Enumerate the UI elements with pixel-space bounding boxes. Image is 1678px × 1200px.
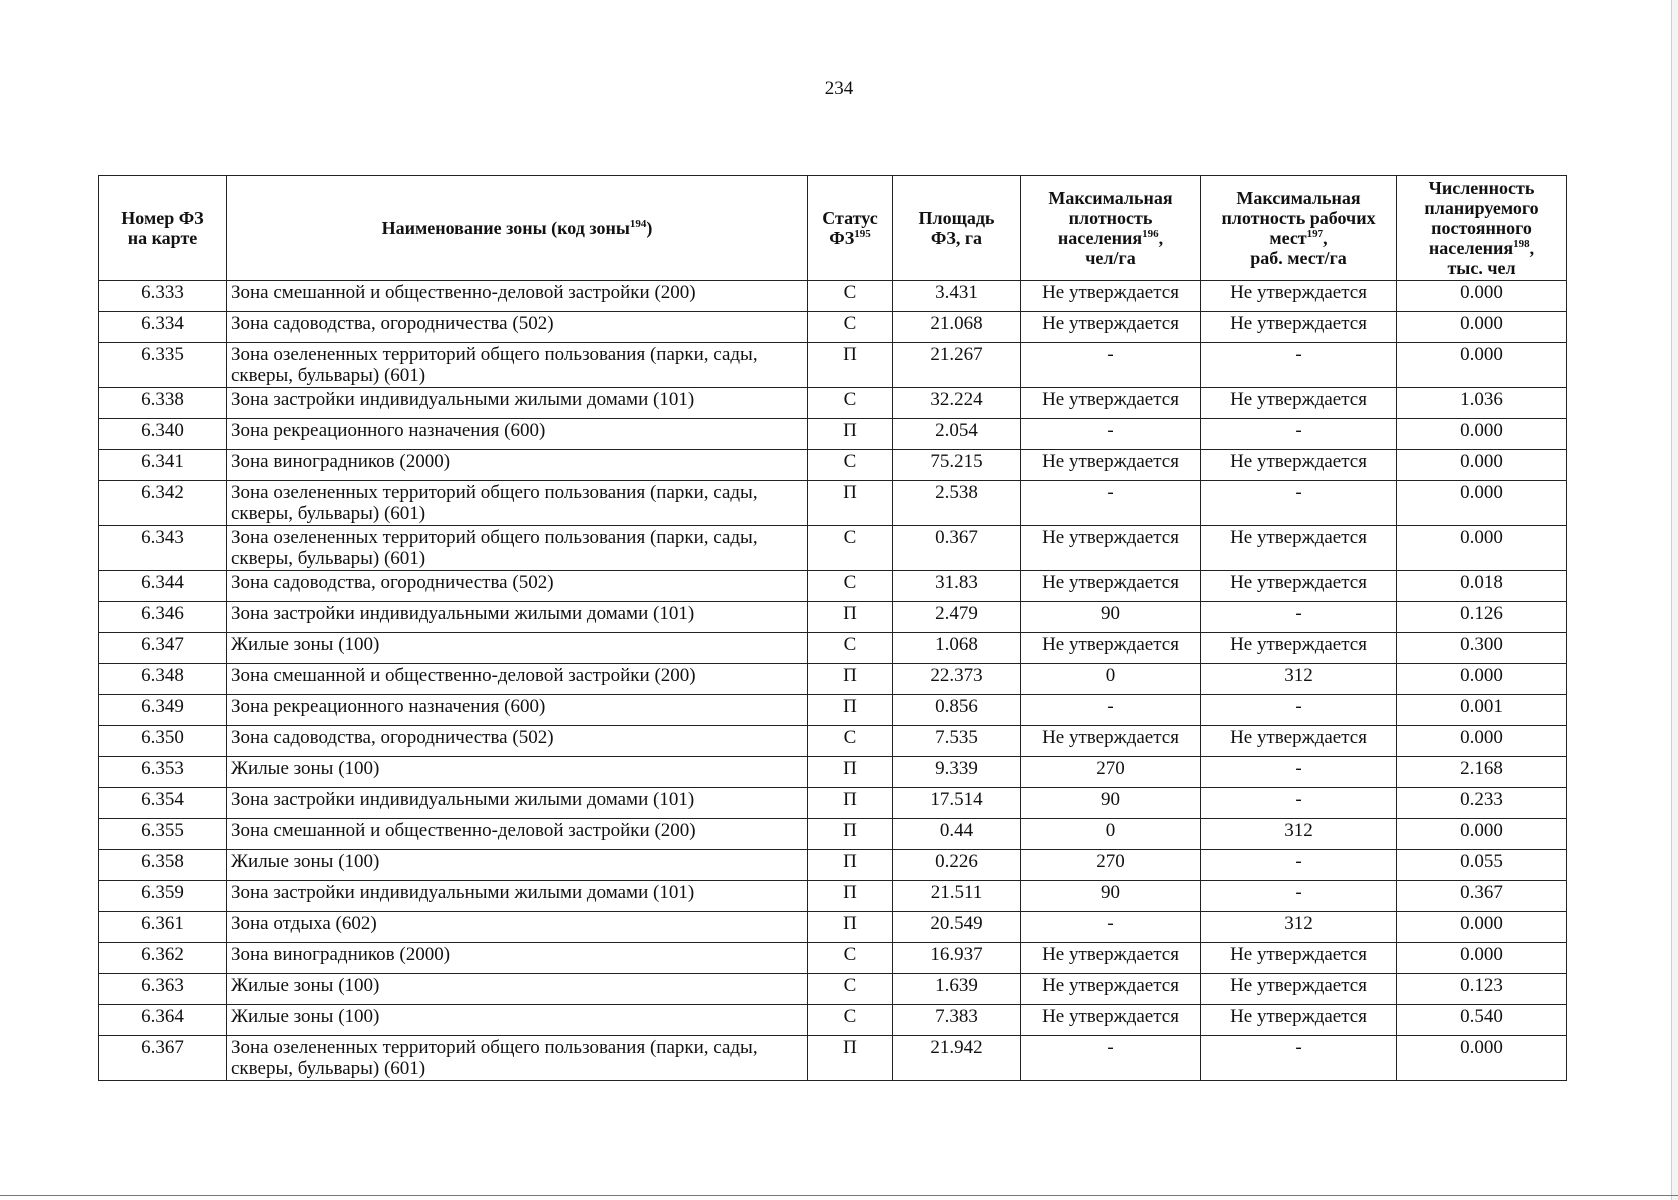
- table-row: [99, 850, 1567, 881]
- cell-status: П: [808, 695, 893, 726]
- cell-status: П: [808, 481, 893, 526]
- cell-status: С: [808, 312, 893, 343]
- cell-num: 6.347: [99, 633, 227, 664]
- cell-area: 21.942: [893, 1036, 1021, 1081]
- cell-status: С: [808, 943, 893, 974]
- cell-area: 31.83: [893, 571, 1021, 602]
- table-row: [99, 281, 1567, 312]
- scan-edge: [1671, 0, 1678, 1200]
- cell-area: 16.937: [893, 943, 1021, 974]
- cell-population: 0.000: [1397, 312, 1567, 343]
- cell-density: 270: [1021, 850, 1201, 881]
- cell-area: 0.367: [893, 526, 1021, 571]
- cell-population: 0.000: [1397, 343, 1567, 388]
- cell-jobs: -: [1201, 602, 1397, 633]
- cell-density: 270: [1021, 757, 1201, 788]
- cell-density: -: [1021, 1036, 1201, 1081]
- cell-status: С: [808, 450, 893, 481]
- cell-jobs: -: [1201, 419, 1397, 450]
- cell-jobs: Не утверждается: [1201, 726, 1397, 757]
- cell-num: 6.343: [99, 526, 227, 571]
- cell-population: 0.000: [1397, 450, 1567, 481]
- cell-jobs: -: [1201, 757, 1397, 788]
- cell-jobs: Не утверждается: [1201, 943, 1397, 974]
- cell-zone-name: Зона озелененных территорий общего пользования (парки, сады, скверы, бульвары) (601): [227, 526, 808, 571]
- cell-population: 0.000: [1397, 419, 1567, 450]
- cell-zone-name: Зона застройки индивидуальными жилыми домами (101): [227, 881, 808, 912]
- cell-population: 0.018: [1397, 571, 1567, 602]
- table-row: [99, 1005, 1567, 1036]
- table-row: [99, 881, 1567, 912]
- cell-jobs: Не утверждается: [1201, 571, 1397, 602]
- cell-zone-name: Зона застройки индивидуальными жилыми домами (101): [227, 388, 808, 419]
- cell-area: 21.511: [893, 881, 1021, 912]
- cell-num: 6.367: [99, 1036, 227, 1081]
- cell-density: 0: [1021, 819, 1201, 850]
- cell-num: 6.344: [99, 571, 227, 602]
- cell-num: 6.363: [99, 974, 227, 1005]
- cell-population: 0.540: [1397, 1005, 1567, 1036]
- cell-population: 0.001: [1397, 695, 1567, 726]
- cell-population: 0.367: [1397, 881, 1567, 912]
- cell-density: Не утверждается: [1021, 974, 1201, 1005]
- cell-area: 2.054: [893, 419, 1021, 450]
- cell-num: 6.359: [99, 881, 227, 912]
- cell-zone-name: Зона смешанной и общественно-деловой застройки (200): [227, 819, 808, 850]
- cell-jobs: -: [1201, 788, 1397, 819]
- table-row: [99, 481, 1567, 526]
- cell-area: 0.44: [893, 819, 1021, 850]
- cell-population: 0.000: [1397, 481, 1567, 526]
- cell-density: -: [1021, 419, 1201, 450]
- cell-area: 21.068: [893, 312, 1021, 343]
- cell-population: 0.000: [1397, 726, 1567, 757]
- table-row: [99, 726, 1567, 757]
- cell-area: 22.373: [893, 664, 1021, 695]
- cell-jobs: -: [1201, 1036, 1397, 1081]
- cell-population: 0.000: [1397, 281, 1567, 312]
- header-jobs: Максимальная плотность рабочих мест$^{197}$, раб. мест/га: [1201, 176, 1397, 281]
- cell-zone-name: Зона озелененных территорий общего пользования (парки, сады, скверы, бульвары) (601): [227, 343, 808, 388]
- cell-status: С: [808, 571, 893, 602]
- cell-num: 6.364: [99, 1005, 227, 1036]
- cell-area: 2.538: [893, 481, 1021, 526]
- cell-density: Не утверждается: [1021, 312, 1201, 343]
- cell-population: 0.055: [1397, 850, 1567, 881]
- table-row: [99, 788, 1567, 819]
- cell-density: Не утверждается: [1021, 943, 1201, 974]
- cell-density: 0: [1021, 664, 1201, 695]
- cell-jobs: 312: [1201, 664, 1397, 695]
- header-status: Статус ФЗ$^{195}$: [808, 176, 893, 281]
- cell-area: 1.068: [893, 633, 1021, 664]
- zones-table: [98, 175, 1567, 1081]
- table-body: [99, 281, 1567, 1081]
- cell-status: П: [808, 343, 893, 388]
- cell-jobs: 312: [1201, 912, 1397, 943]
- table-row: [99, 974, 1567, 1005]
- cell-area: 9.339: [893, 757, 1021, 788]
- cell-density: Не утверждается: [1021, 726, 1201, 757]
- cell-zone-name: Зона виноградников (2000): [227, 943, 808, 974]
- cell-status: С: [808, 1005, 893, 1036]
- cell-jobs: Не утверждается: [1201, 450, 1397, 481]
- cell-status: П: [808, 881, 893, 912]
- cell-population: 0.123: [1397, 974, 1567, 1005]
- cell-zone-name: Зона смешанной и общественно-деловой застройки (200): [227, 281, 808, 312]
- cell-num: 6.338: [99, 388, 227, 419]
- cell-zone-name: Зона рекреационного назначения (600): [227, 695, 808, 726]
- cell-zone-name: Зона отдыха (602): [227, 912, 808, 943]
- cell-num: 6.354: [99, 788, 227, 819]
- scan-bottom-edge: [0, 1195, 1678, 1200]
- cell-num: 6.335: [99, 343, 227, 388]
- cell-area: 7.383: [893, 1005, 1021, 1036]
- cell-jobs: -: [1201, 695, 1397, 726]
- header-name: Наименование зоны (код зоны$^{194}$): [227, 176, 808, 281]
- cell-zone-name: Жилые зоны (100): [227, 757, 808, 788]
- cell-population: 0.000: [1397, 819, 1567, 850]
- cell-zone-name: Зона рекреационного назначения (600): [227, 419, 808, 450]
- cell-num: 6.350: [99, 726, 227, 757]
- cell-status: С: [808, 281, 893, 312]
- cell-zone-name: Зона застройки индивидуальными жилыми домами (101): [227, 602, 808, 633]
- cell-zone-name: Зона застройки индивидуальными жилыми домами (101): [227, 788, 808, 819]
- cell-num: 6.346: [99, 602, 227, 633]
- table-row: [99, 388, 1567, 419]
- cell-jobs: Не утверждается: [1201, 312, 1397, 343]
- cell-num: 6.361: [99, 912, 227, 943]
- cell-zone-name: Зона садоводства, огородничества (502): [227, 571, 808, 602]
- cell-status: П: [808, 1036, 893, 1081]
- cell-density: 90: [1021, 881, 1201, 912]
- cell-population: 0.000: [1397, 664, 1567, 695]
- cell-num: 6.334: [99, 312, 227, 343]
- cell-population: 0.233: [1397, 788, 1567, 819]
- table-row: [99, 943, 1567, 974]
- cell-area: 1.639: [893, 974, 1021, 1005]
- cell-status: С: [808, 526, 893, 571]
- table-row: [99, 633, 1567, 664]
- cell-zone-name: Жилые зоны (100): [227, 1005, 808, 1036]
- zones-table-container: [98, 175, 1566, 1081]
- cell-population: 1.036: [1397, 388, 1567, 419]
- cell-jobs: Не утверждается: [1201, 974, 1397, 1005]
- header-num: Номер ФЗ на карте: [99, 176, 227, 281]
- cell-density: Не утверждается: [1021, 450, 1201, 481]
- cell-density: -: [1021, 481, 1201, 526]
- cell-status: С: [808, 726, 893, 757]
- cell-status: П: [808, 912, 893, 943]
- cell-population: 0.000: [1397, 526, 1567, 571]
- cell-status: С: [808, 388, 893, 419]
- cell-population: 0.000: [1397, 912, 1567, 943]
- table-row: [99, 571, 1567, 602]
- header-area: Площадь ФЗ, га: [893, 176, 1021, 281]
- cell-status: П: [808, 757, 893, 788]
- cell-zone-name: Зона смешанной и общественно-деловой застройки (200): [227, 664, 808, 695]
- cell-density: 90: [1021, 602, 1201, 633]
- cell-area: 17.514: [893, 788, 1021, 819]
- cell-status: П: [808, 819, 893, 850]
- cell-jobs: -: [1201, 481, 1397, 526]
- table-row: [99, 695, 1567, 726]
- cell-status: С: [808, 633, 893, 664]
- cell-zone-name: Жилые зоны (100): [227, 974, 808, 1005]
- cell-density: Не утверждается: [1021, 526, 1201, 571]
- cell-population: 0.000: [1397, 1036, 1567, 1081]
- cell-num: 6.341: [99, 450, 227, 481]
- cell-status: С: [808, 974, 893, 1005]
- cell-jobs: Не утверждается: [1201, 526, 1397, 571]
- cell-jobs: -: [1201, 881, 1397, 912]
- cell-density: Не утверждается: [1021, 281, 1201, 312]
- table-row: [99, 526, 1567, 571]
- cell-density: Не утверждается: [1021, 571, 1201, 602]
- cell-jobs: 312: [1201, 819, 1397, 850]
- cell-num: 6.353: [99, 757, 227, 788]
- cell-area: 32.224: [893, 388, 1021, 419]
- cell-density: Не утверждается: [1021, 388, 1201, 419]
- table-row: [99, 1036, 1567, 1081]
- cell-num: 6.340: [99, 419, 227, 450]
- cell-density: Не утверждается: [1021, 633, 1201, 664]
- cell-population: 0.000: [1397, 943, 1567, 974]
- cell-area: 20.549: [893, 912, 1021, 943]
- table-row: [99, 912, 1567, 943]
- cell-jobs: Не утверждается: [1201, 281, 1397, 312]
- cell-zone-name: Зона садоводства, огородничества (502): [227, 726, 808, 757]
- header-row: [99, 176, 1567, 281]
- header-density: Максимальная плотность населения$^{196}$, чел/га: [1021, 176, 1201, 281]
- cell-num: 6.362: [99, 943, 227, 974]
- cell-zone-name: Зона озелененных территорий общего пользования (парки, сады, скверы, бульвары) (601): [227, 1036, 808, 1081]
- cell-density: 90: [1021, 788, 1201, 819]
- cell-area: 21.267: [893, 343, 1021, 388]
- cell-zone-name: Зона виноградников (2000): [227, 450, 808, 481]
- cell-jobs: Не утверждается: [1201, 1005, 1397, 1036]
- cell-density: -: [1021, 343, 1201, 388]
- page-number: 234: [824, 78, 854, 99]
- table-row: [99, 312, 1567, 343]
- cell-num: 6.342: [99, 481, 227, 526]
- table-row: [99, 664, 1567, 695]
- cell-zone-name: Зона озелененных территорий общего пользования (парки, сады, скверы, бульвары) (601): [227, 481, 808, 526]
- cell-status: П: [808, 850, 893, 881]
- table-row: [99, 602, 1567, 633]
- cell-density: -: [1021, 695, 1201, 726]
- table-row: [99, 343, 1567, 388]
- cell-zone-name: Жилые зоны (100): [227, 850, 808, 881]
- cell-area: 0.856: [893, 695, 1021, 726]
- cell-status: П: [808, 788, 893, 819]
- cell-num: 6.348: [99, 664, 227, 695]
- cell-area: 0.226: [893, 850, 1021, 881]
- table-row: [99, 757, 1567, 788]
- cell-area: 2.479: [893, 602, 1021, 633]
- cell-jobs: Не утверждается: [1201, 633, 1397, 664]
- cell-area: 75.215: [893, 450, 1021, 481]
- cell-status: П: [808, 419, 893, 450]
- cell-population: 2.168: [1397, 757, 1567, 788]
- header-population: Численность планируемого постоянного населения$^{198}$, тыс. чел: [1397, 176, 1567, 281]
- cell-num: 6.333: [99, 281, 227, 312]
- cell-area: 7.535: [893, 726, 1021, 757]
- cell-density: -: [1021, 912, 1201, 943]
- cell-jobs: -: [1201, 343, 1397, 388]
- cell-zone-name: Жилые зоны (100): [227, 633, 808, 664]
- cell-zone-name: Зона садоводства, огородничества (502): [227, 312, 808, 343]
- cell-jobs: Не утверждается: [1201, 388, 1397, 419]
- cell-status: П: [808, 602, 893, 633]
- cell-status: П: [808, 664, 893, 695]
- cell-density: Не утверждается: [1021, 1005, 1201, 1036]
- table-header: [99, 176, 1567, 281]
- cell-jobs: -: [1201, 850, 1397, 881]
- cell-population: 0.300: [1397, 633, 1567, 664]
- table-row: [99, 450, 1567, 481]
- cell-num: 6.358: [99, 850, 227, 881]
- cell-area: 3.431: [893, 281, 1021, 312]
- cell-num: 6.355: [99, 819, 227, 850]
- table-row: [99, 819, 1567, 850]
- cell-population: 0.126: [1397, 602, 1567, 633]
- table-row: [99, 419, 1567, 450]
- cell-num: 6.349: [99, 695, 227, 726]
